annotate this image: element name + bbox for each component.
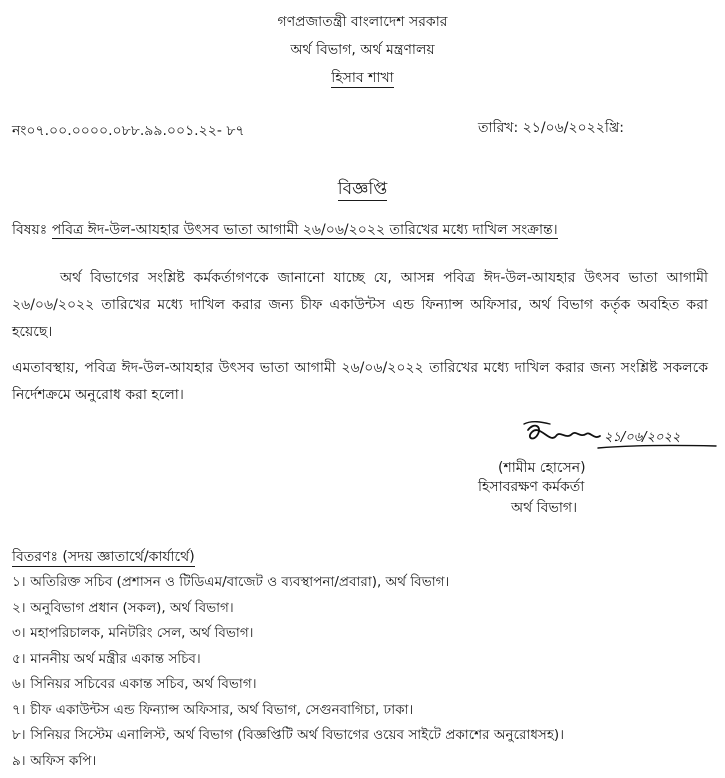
document-title-text: বিজ্ঞপ্তি: [337, 179, 388, 199]
list-item-text: মহাপরিচালক, মনিটরিং সেল, অর্থ বিভাগ।: [30, 625, 254, 641]
header-section-text: হিসাব শাখা: [331, 70, 394, 86]
header-ministry: অর্থ বিভাগ, অর্থ মন্ত্রণালয়: [290, 42, 435, 58]
list-item: [12, 749, 722, 775]
distribution-heading: [12, 545, 195, 569]
signatory-department: অর্থ বিভাগ।: [511, 500, 578, 516]
header-section: [0, 66, 725, 90]
signatory-name: (শামীম হোসেন): [498, 460, 586, 476]
list-item: [12, 570, 722, 596]
list-item-text: অফিস কপি।: [30, 752, 97, 769]
list-item: [12, 596, 722, 622]
list-item: [12, 698, 722, 724]
list-item-text: চীফ একাউন্টস এন্ড ফিন্যান্স অফিসার, অর্থ বিভাগ, সেগুনবাগিচা, ঢাকা।: [30, 701, 414, 718]
list-item-number: ৫।: [12, 650, 26, 667]
list-item-number: ৭।: [12, 701, 26, 718]
list-item-text: অতিরিক্ত সচিব (প্রশাসন ও টিডিএম/বাজেট ও ব্যবস্থাপনা/প্রবারা), অর্থ বিভাগ।: [30, 574, 450, 590]
signature-date: ২১/০৬/২০২২: [604, 430, 681, 445]
signatory-designation: হিসাবরক্ষণ কর্মকর্তা: [478, 479, 585, 495]
list-item-number: ৯।: [12, 752, 26, 769]
memo-number: নং০৭.০০.০০০০.০৮৮.৯৯.০০১.২২- ৮৭: [12, 123, 245, 139]
distribution-list: [12, 570, 722, 774]
list-item-number: ২।: [12, 599, 26, 616]
body-paragraph-2: এমতাবস্থায়, পবিত্র ঈদ-উল-আযহার উৎসব ভাতা আগামী ২৬/০৬/২০২২ তারিখের মধ্যে দাখিল করার জন্য সংশ্লিষ্ট সকলকে নির্দেশক্রমে অনুরোধ করা হলো।: [12, 360, 708, 403]
list-item: [12, 621, 722, 647]
subject-line: [12, 218, 558, 242]
document-date: তারিখ: ২১/০৬/২০২২খ্রি:: [478, 120, 625, 136]
list-item-number: ৮।: [12, 727, 26, 743]
body-paragraph-1: অর্থ বিভাগের সংশ্লিষ্ট কর্মকর্তাগণকে জানানো যাচ্ছে যে, আসন্ন পবিত্র ঈদ-উল-আযহার উৎসব ভাতা আগামী ২৬/০৬/২০২২ তারিখের মধ্যে দাখিল করার জন্য চীফ একাউন্টস এন্ড ফিন্যান্স অফিসার, অর্থ বিভাগ কর্তৃক অবহিত করা হয়েছে।: [12, 270, 708, 340]
document-title: [0, 176, 725, 204]
list-item-number: ৩।: [12, 625, 26, 641]
subject-label: বিষয়ঃ: [12, 222, 48, 238]
distribution-heading-text: বিতরণঃ (সদয় জ্ঞাতার্থে/কার্যার্থে): [12, 549, 195, 565]
list-item: [12, 672, 722, 698]
list-item-number: ৬।: [12, 676, 26, 692]
header-government: গণপ্রজাতন্ত্রী বাংলাদেশ সরকার: [277, 14, 448, 30]
list-item-number: ১।: [12, 574, 26, 590]
list-item-text: মাননীয় অর্থ মন্ত্রীর একান্ত সচিব।: [30, 650, 201, 667]
subject-text: পবিত্র ঈদ-উল-আযহার উৎসব ভাতা আগামী ২৬/০৬/২০২২ তারিখের মধ্যে দাখিল সংক্রান্ত।: [51, 222, 558, 238]
list-item-text: অনুবিভাগ প্রধান (সকল), অর্থ বিভাগ।: [30, 599, 234, 616]
list-item-text: সিনিয়র সিস্টেম এনালিস্ট, অর্থ বিভাগ (বিজ্ঞপ্তিটি অর্থ বিভাগের ওয়েব সাইটে প্রকাশের অনুরোধসহ)।: [30, 727, 565, 743]
list-item: [12, 723, 722, 749]
list-item: [12, 647, 722, 673]
list-item-text: সিনিয়র সচিবের একান্ত সচিব, অর্থ বিভাগ।: [30, 676, 257, 692]
